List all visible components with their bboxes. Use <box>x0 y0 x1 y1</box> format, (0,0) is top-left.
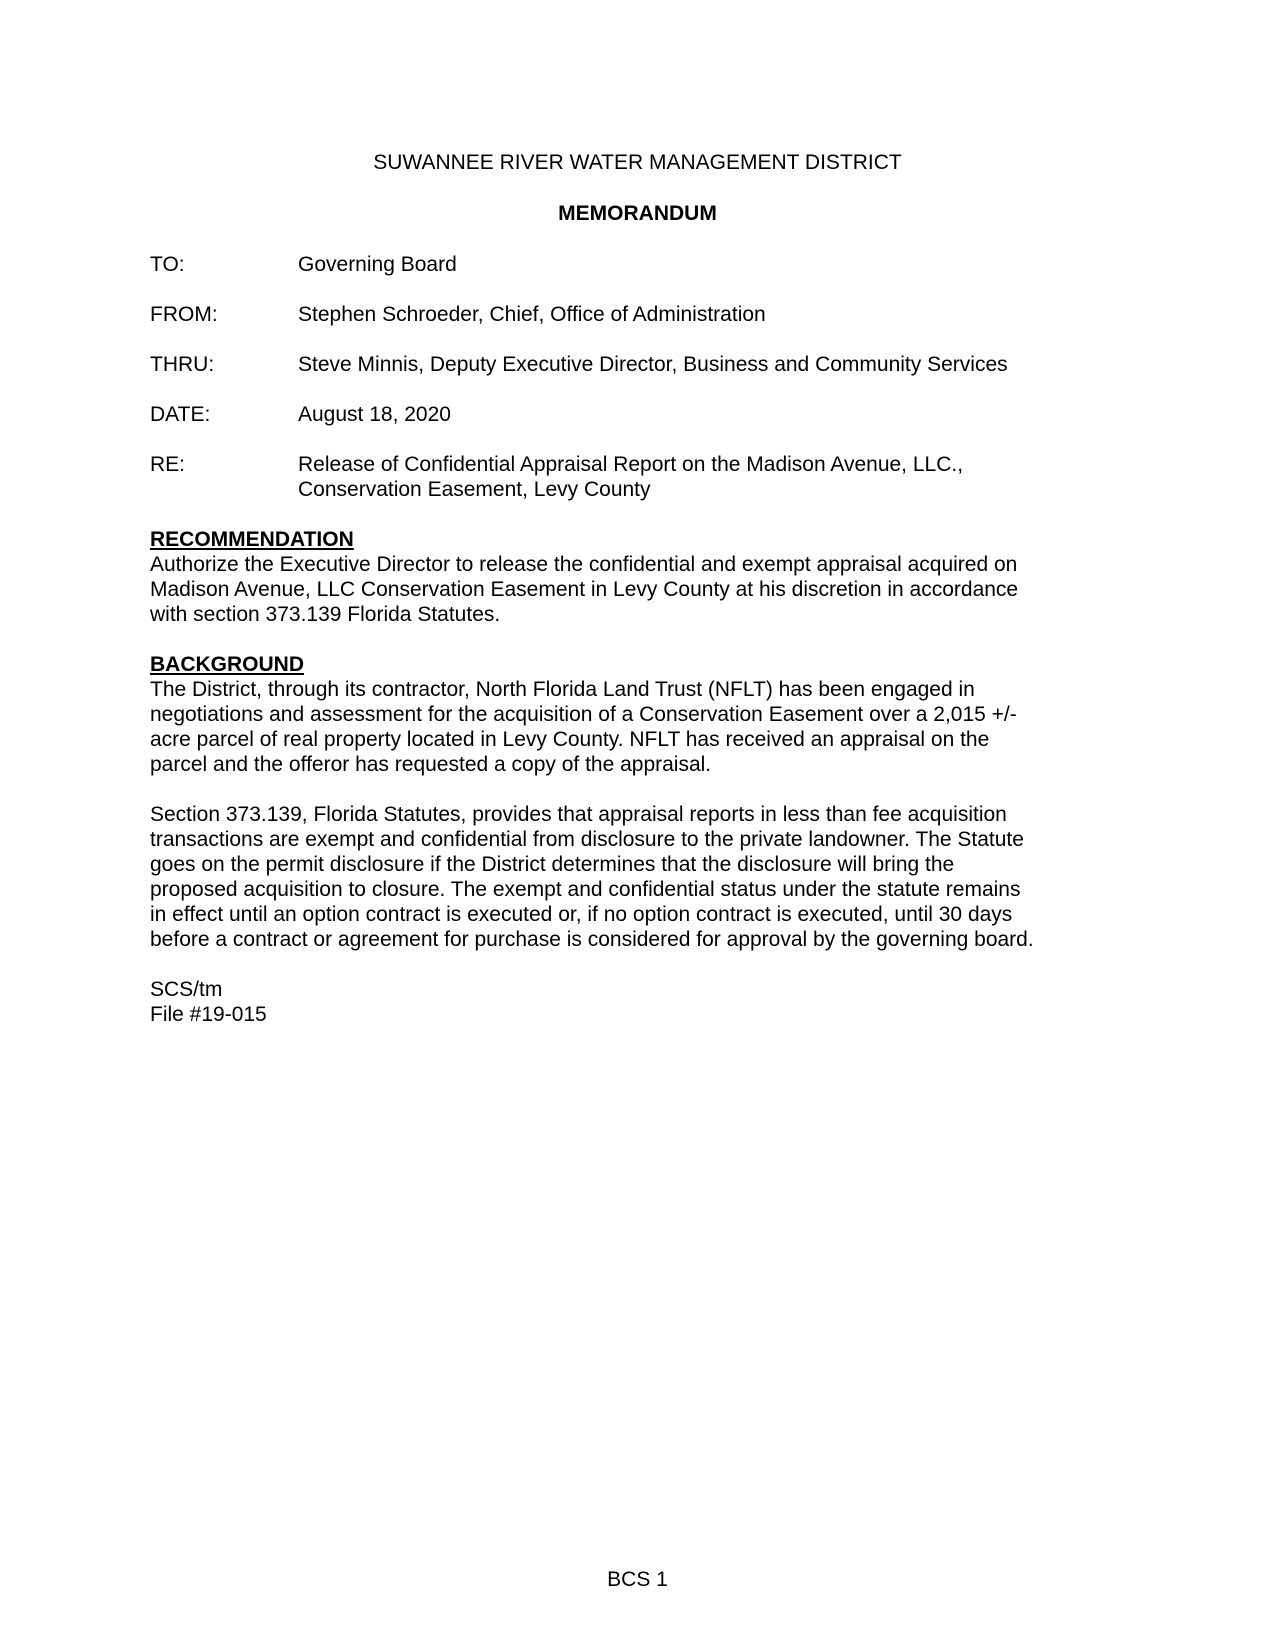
header-to-value: Governing Board <box>298 253 457 276</box>
header-thru-value: Steve Minnis, Deputy Executive Director, Business and Community Services <box>298 353 1008 376</box>
header-to-label: TO: <box>150 253 185 276</box>
recommendation-text: Authorize the Executive Director to release the confidential and exempt appraisal acquired on Madison Avenue, LLC Conservation Easement in Levy County at his discretion in accordance with section 373.139 Florida Statutes. <box>150 553 1019 626</box>
recommendation-heading: RECOMMENDATION <box>150 528 354 551</box>
author-initials: SCS/tm <box>150 978 223 1001</box>
background-section <box>150 652 1110 777</box>
header-date-label: DATE: <box>150 403 211 426</box>
header-from-value: Stephen Schroeder, Chief, Office of Administration <box>298 303 766 326</box>
file-number: File #19-015 <box>150 1003 267 1026</box>
closing-block <box>150 977 1110 1027</box>
recommendation-section <box>150 527 1110 627</box>
memo-title: MEMORANDUM <box>558 202 717 225</box>
header-date-value: August 18, 2020 <box>298 403 451 426</box>
header-thru-label: THRU: <box>150 353 215 376</box>
background-paragraph-2: Section 373.139, Florida Statutes, provides that appraisal reports in less than fee acquisition transactions are exempt and confidential from disclosure to the private landowner. The Statute goes on the permit disclosure if the District determines that the disclosure will bring the proposed acquisition to closure. The exempt and confidential status under the statute remains in effect until an option contract is executed or, if no option contract is executed, until 30 days before a contract or agreement for purchase is considered for approval by the governing board. <box>150 803 1034 951</box>
page-footer: BCS 1 <box>607 1568 668 1591</box>
header-re-value: Release of Confidential Appraisal Report on the Madison Avenue, LLC., Conservation Easement, Levy County <box>298 453 964 501</box>
background-heading: BACKGROUND <box>150 653 304 676</box>
header-re-label: RE: <box>150 453 186 476</box>
background-paragraph-1: The District, through its contractor, North Florida Land Trust (NFLT) has been engaged in negotiations and assessment for the acquisition of a Conservation Easement over a 2,015 +/- acre parcel of real property located in Levy County. NFLT has received an appraisal on the parcel and the offeror has requested a copy of the appraisal. <box>150 678 1017 776</box>
organization-name: SUWANNEE RIVER WATER MANAGEMENT DISTRICT <box>373 151 902 174</box>
header-from-label: FROM: <box>150 303 218 326</box>
background-section-continued <box>150 802 1110 952</box>
